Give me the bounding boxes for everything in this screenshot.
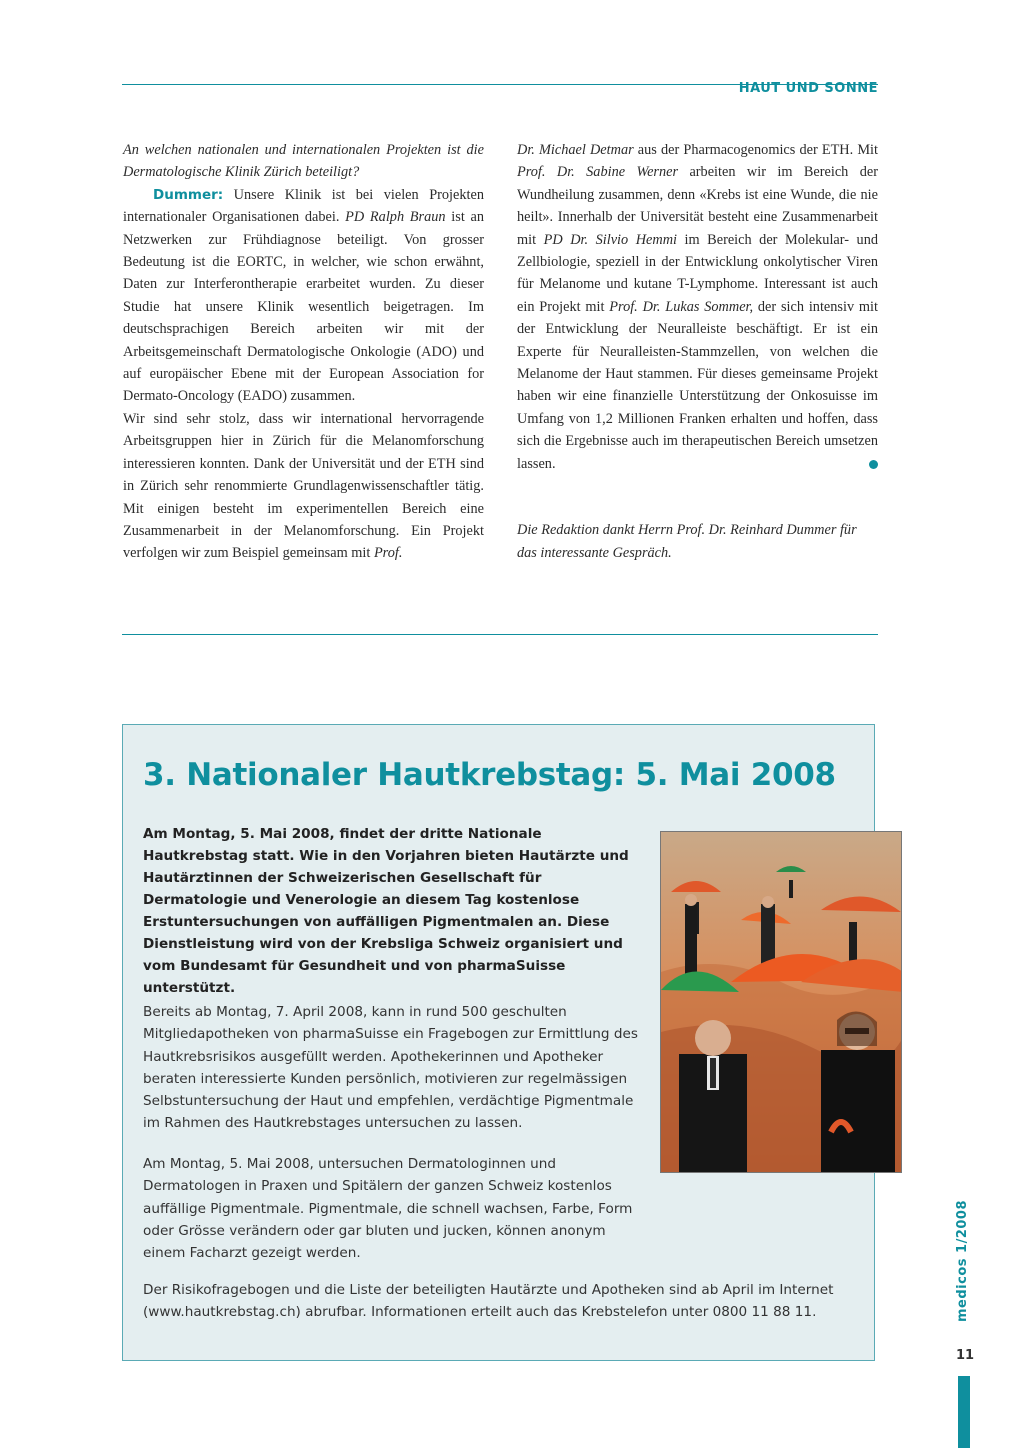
answer-text: aus der Pharmacogenomics der ETH. Mit bbox=[633, 142, 878, 158]
interview-column-right bbox=[517, 139, 878, 564]
speaker-label: Dummer: bbox=[153, 186, 224, 203]
answer-text: Unsere Klinik ist bei vielen Projekten internationaler Organisationen dabei. bbox=[123, 186, 484, 226]
answer-text: arbeiten wir im Bereich der Wundheilung zusammen, denn «Krebs ist eine Wunde, die nie heilt». Innerhalb der Universität besteht eine Zusammenarbeit mit bbox=[517, 164, 878, 248]
box-lead: Am Montag, 5. Mai 2008, findet der dritte Nationale Hautkrebstag statt. Wie in den Vorjahren bieten Hautärzte und Hautärztinnen der Schweizerischen Gesellschaft für Dermatologie und Venerologie an diesem Tag kostenlose Erstuntersuchungen von auffälligen Pigmentmalen an. Diese Dienstleistung wird von der Krebsliga Schweiz organisiert und vom Bundesamt für Gesundheit und von pharmaSuisse unterstützt. bbox=[143, 826, 629, 996]
journal-issue-label: medicos 1/2008 bbox=[955, 1199, 970, 1322]
interview-answer-2-continued bbox=[517, 139, 878, 475]
person-name: Prof. Dr. Sabine Werner bbox=[517, 164, 679, 181]
section-title: HAUT UND SONNE bbox=[738, 81, 878, 96]
box-paragraph: Bereits ab Montag, 7. April 2008, kann in rund 500 geschulten Mitgliedapotheken von pharmaSuisse ein Fragebogen zur Ermittlung des Hautkrebsrisikos ausgefüllt werden. Apothekerinnen und Apotheker beraten interessierte Kunden persönlich, motivieren zur regelmässigen Selbstuntersuchung der Haut und empfehlen, verdächtige Pigmentmale im Rahmen des Hautkrebstages untersuchen zu lassen. bbox=[143, 1004, 638, 1132]
person-name: PD Dr. Silvio Hemmi bbox=[543, 231, 678, 248]
box-paragraph: Der Risikofragebogen und die Liste der beteiligten Hautärzte und Apotheken sind ab April im Internet (www.hautkrebstag.ch) abrufbar. Informationen erteilt auch das Krebstelefon unter 0800 11 88 11. bbox=[143, 1282, 834, 1321]
box-paragraph: Am Montag, 5. Mai 2008, untersuchen Dermatologinnen und Dermatologen in Praxen und Spitälern der ganzen Schweiz kostenlos auffällige Pigmentmale. Pigmentmale, die schnell wachsen, Farbe, Form oder Grösse verändern oder gar bluten und jucken, können anonym einem Facharzt gezeigt werden. bbox=[143, 1156, 633, 1262]
person-name: PD Ralph Braun bbox=[345, 209, 446, 226]
article-end-rule bbox=[122, 634, 878, 635]
info-box bbox=[122, 724, 875, 1361]
answer-text: im Bereich der Molekular- und Zellbiologie, speziell in der Entwicklung onkolytischer Viren für Melanome und kutane T-Lymphome. Interessant ist auch ein Projekt mit bbox=[517, 231, 878, 315]
umbrella-photo bbox=[660, 831, 902, 1173]
person-name: Prof. bbox=[373, 545, 403, 562]
interview-column-left bbox=[123, 139, 484, 565]
answer-text: der sich intensiv mit der Entwicklung der Neuralleiste beschäftigt. Er ist ein Experte für Neuralleisten-Stammzellen, von welchen die Melanome der Haut stammen. Für dieses gemeinsame Projekt haben wir eine finanzielle Unterstützung der Onkosuisse im Umfang von 1,2 Millionen Franken erhalten und hoffen, dass sich die Ergebnisse auch im therapeutischen Bereich umsetzen lassen. bbox=[517, 298, 878, 472]
answer-text: Wir sind sehr stolz, dass wir international hervorragende Arbeitsgruppen hier in Zürich für die Melanomforschung interessieren konnten. Dank der Universität und der ETH sind in Zürich sehr renommierte Grundlagenwissenschaftler tätig. Mit einigen besteht im experimentellen Bereich eine Zusammenarbeit in der Melanomforschung. Ein Projekt verfolgen wir zum Beispiel gemeinsam mit bbox=[123, 410, 484, 562]
person-name: Dr. Michael Detmar bbox=[517, 142, 634, 158]
editorial-thanks: Die Redaktion dankt Herrn Prof. Dr. Reinhard Dummer für das interessante Gespräch. bbox=[517, 522, 857, 561]
page-number: 11 bbox=[956, 1348, 975, 1363]
answer-text: ist an Netzwerken zur Frühdiagnose beteiligt. Von grosser Bedeutung ist die EORTC, in welcher, wie schon erwähnt, Daten zur Interferontherapie erarbeitet wurden. Zu dieser Studie hat unsere Klinik wesentlich beigetragen. Im deutschsprachigen Bereich arbeiten wir mit der Arbeitsgemeinschaft Dermatologische Onkologie (ADO) und auf europäischer Ebene mit der European Association for Dermato-Oncology (EADO) zusammen. bbox=[123, 209, 485, 405]
interview-answer-2 bbox=[123, 408, 484, 565]
interview-answer-1 bbox=[123, 184, 484, 408]
page-edge-bar bbox=[958, 1376, 970, 1448]
person-name: Prof. Dr. Lukas Sommer, bbox=[609, 298, 754, 315]
end-of-article-dot bbox=[869, 460, 878, 469]
interview-question: An welchen nationalen und internationalen Projekten ist die Dermatologische Klinik Zürich beteiligt? bbox=[123, 142, 484, 181]
box-title: 3. Nationaler Hautkrebstag: 5. Mai 2008 bbox=[143, 757, 836, 793]
